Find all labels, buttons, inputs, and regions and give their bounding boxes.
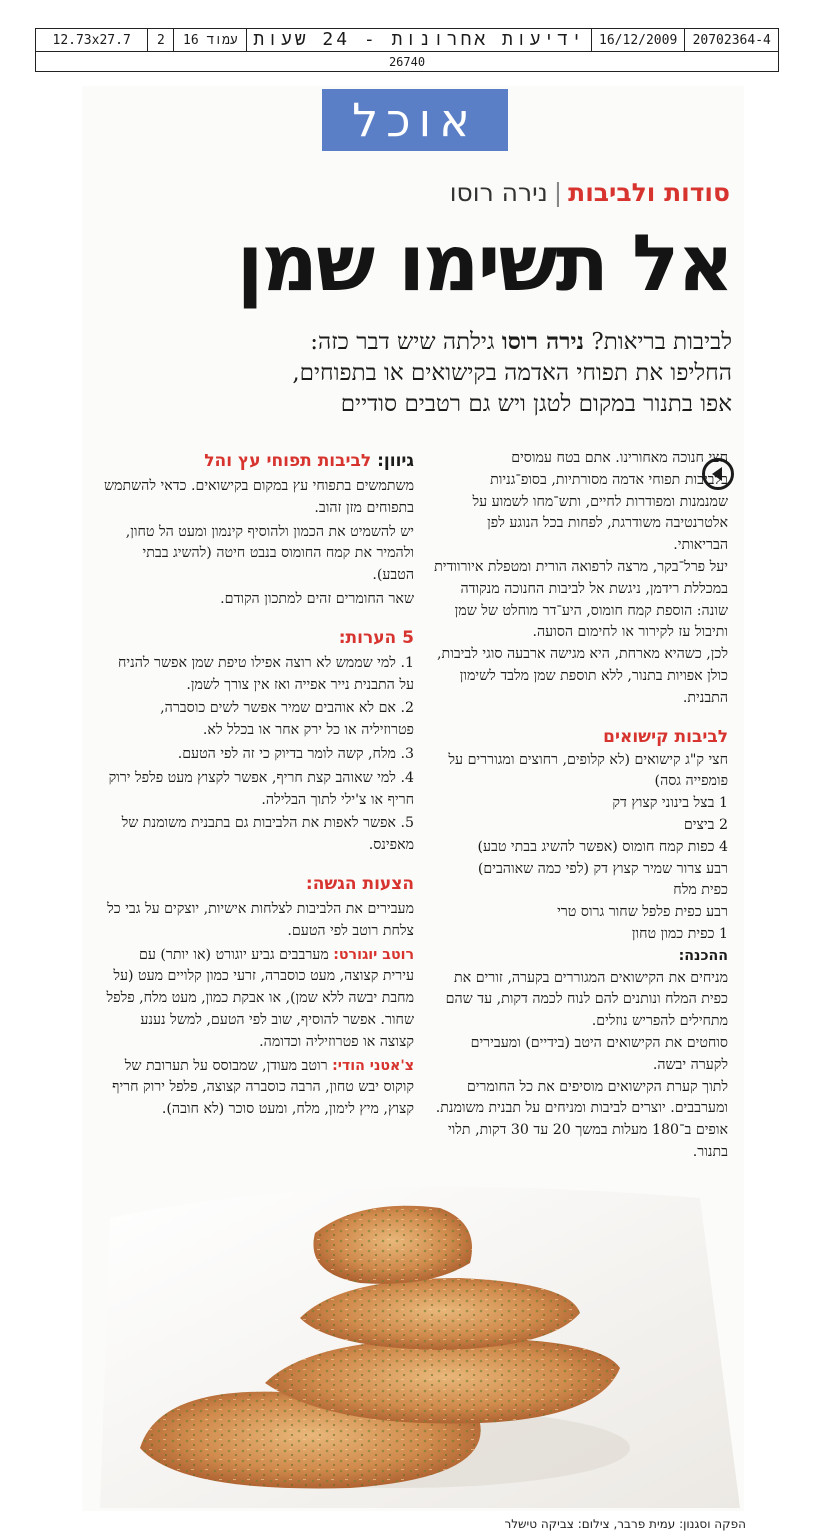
intro-paragraph: לכן, כשהיא מארחת, היא מגישה ארבעה סוגי לביבות, כולן אפויות בתנור, ללא תוספת שמן מלבד לשימון התבנית. xyxy=(437,646,728,706)
yogurt-label: רוטב יוגורט: xyxy=(333,946,414,963)
variation-title: לביבות תפוחי עץ והל xyxy=(204,451,372,471)
deck-line-3: אפו בתנור במקום לטגן ויש גם רטבים סודיים xyxy=(340,391,732,417)
ingredient-item: רבע כפית פלפל שחור גרוס טרי xyxy=(557,904,728,921)
note-item: 4. למי שאוהב קצת חריף, אפשר לקצוץ מעט פלפל ירוק חריף או צ'ילי לתוך הבלילה. xyxy=(108,769,414,808)
latkes-photo xyxy=(100,1178,740,1508)
deck-line-2: החליפו את תפוחי האדמה בקישואים או בתפוחים, xyxy=(292,360,732,386)
photo-credit: הפקה וסגנון: עמית פרבר, צילום: צביקה טישלר xyxy=(504,1517,746,1531)
section-tag: אוכל xyxy=(322,89,508,151)
ingredient-item: 1 כפית כמון טחון xyxy=(631,925,728,942)
ingredient-item: 4 כפות קמח חומוס (אפשר להשיג בבתי טבע) xyxy=(477,838,728,855)
prep-step: מניחים את הקישואים המגוררים בקערה, זורים את כפית המלח ונותנים להם לנוח לכמה דקות, עד שהם מתחילים להפריש נוזלים. xyxy=(445,969,728,1030)
prep-step: סוחטים את הקישואים היטב (בידיים) ומעבירים לקערה יבשה. xyxy=(470,1034,728,1073)
note-item: 3. מלח, קשה לומר בדיוק כי זה לפי הטעם. xyxy=(177,745,414,762)
chutney-sauce: צ'אטני הודי: רוטב מעודן, שמבוסס על תערובת של קוקוס יבש טחון, הרבה כוסברה קצוצה, פלפל ירוק חריף קצוץ, מיץ לימון, מלח, ומעט סוכר (לא חובה). xyxy=(112,1057,414,1118)
recipe-title: לביבות קישואים xyxy=(603,726,728,747)
ingredient-item: כפית מלח xyxy=(673,882,728,899)
note-item: 1. למי שממש לא רוצה אפילו טיפת שמן אפשר להניח על התבנית נייר אפייה ואז אין צורך לשמן. xyxy=(117,654,414,693)
deck xyxy=(172,326,732,420)
serving-intro: מעבירים את הלביבות לצלחות אישיות, יוצקים על גבי כל צלחת רוטב לפי הטעם. xyxy=(107,900,414,939)
yogurt-sauce: רוטב יוגורט: מערבבים גביע יוגורט (או יותר) עם עירית קצוצה, מעט כוסברה, זרעי כמון קלויים מעט (על מחבת יבשה ללא שמן), או אבקת כמון, מעט מלח, פלפל שחור. אפשר להוסיף, שוב לפי הטעם, למשל נענע קצוצה או פטרוזיליה וכדומה. xyxy=(106,946,414,1050)
variation-text: משתמשים בתפוחי עץ במקום בקישואים. כדאי להשתמש בתפוחים מזן זהוב. xyxy=(104,478,414,516)
intro-paragraph: יעל פרל־בקר, מרצה לרפואה הורית ומטפלת איורוודית במכללת רידמן, ניגשת אל לביבות החנוכה מנקודה שונה: הוספת קמח חומוס, היע־דר מוחלט של שמן ותיבול עז לקירור או לחימום הסועה. xyxy=(434,558,728,641)
left-column xyxy=(104,446,414,1121)
headline: אל תשימו שמן xyxy=(236,219,732,309)
author-name: נירה רוסו xyxy=(449,178,548,207)
ingredient-item: 2 ביצים xyxy=(683,816,728,833)
clipping-header xyxy=(35,28,779,72)
intro-paragraph: חצי חנוכה מאחורינו. אתם בטח עמוסים בלביבות תפוחי אדמה מסורתיות, בסופ־גניות שמנמנות ומפודרות לחיים, ותש־מחו לשמוע על אלטרנטיבה משודרגת, לפחות בכל הנוגע לפן הבריאותי. xyxy=(472,450,728,554)
notes-title: 5 הערות: xyxy=(338,627,414,648)
prep-step: לתוך קערת הקישואים מוסיפים את כל החומרים ומערבבים. יוצרים לביבות ומניחים על תבנית משומנת. אופים ב־180 מעלות במשך 20 עד 30 דקות, תלוי בתנור. xyxy=(435,1078,728,1160)
ingredient-item: רבע צרור שמיר קצוץ דק (לפי כמה שאוהבים) xyxy=(477,860,728,877)
clipping-header-row xyxy=(36,29,778,52)
variation-text: שאר החומרים זהים למתכון הקודם. xyxy=(220,590,414,607)
prep-title: ההכנה: xyxy=(678,947,728,964)
deck-line-1: לביבות בריאות? נירה רוסו גילתה שיש דבר כזה: xyxy=(310,328,732,355)
note-item: 2. אם לא אוהבים שמיר אפשר לשים כוסברה, פטרוזיליה או כל ירק אחר או בכלל לא. xyxy=(160,700,414,739)
kicker xyxy=(450,178,730,207)
note-item: 5. אפשר לאפות את הלביבות גם בתבנית משומנת של מאפינס. xyxy=(121,815,414,854)
variation-label: גיוון: xyxy=(377,451,414,471)
clip-code: 26740 xyxy=(388,54,426,69)
deck-author: נירה רוסו xyxy=(501,328,585,355)
variation-heading xyxy=(104,448,414,474)
ingredient-item: 1 בצל בינוני קצוץ דק xyxy=(612,795,728,812)
issue-date: 16/12/2009 xyxy=(591,29,685,51)
publication-name: ידיעות אחרונות - 24 שעות xyxy=(246,29,591,51)
variation-text: יש להשמיט את הכמון ולהוסיף קינמון ומעט הל טחון, ולהמיר את קמח החומוס בנבט חיטה (להשיג בבתי הטבע). xyxy=(125,523,414,584)
ingredient-item: חצי ק"ג קישואים (לא קלופים, רחוצים ומגוררים על פומפייה גסה) xyxy=(448,751,728,790)
kicker-separator: | xyxy=(553,178,563,207)
clip-id: 20702364-4 xyxy=(684,29,778,51)
clip-size: 12.73x27.7 xyxy=(52,32,131,48)
right-column xyxy=(430,448,728,1164)
serving-title: הצעות הגשה: xyxy=(305,873,414,894)
chutney-label: צ'אטני הודי: xyxy=(332,1057,414,1074)
page-label: עמוד 16 xyxy=(173,29,246,51)
page-count: 2 xyxy=(147,29,173,51)
column-name: סודות ולביבות xyxy=(568,178,730,207)
